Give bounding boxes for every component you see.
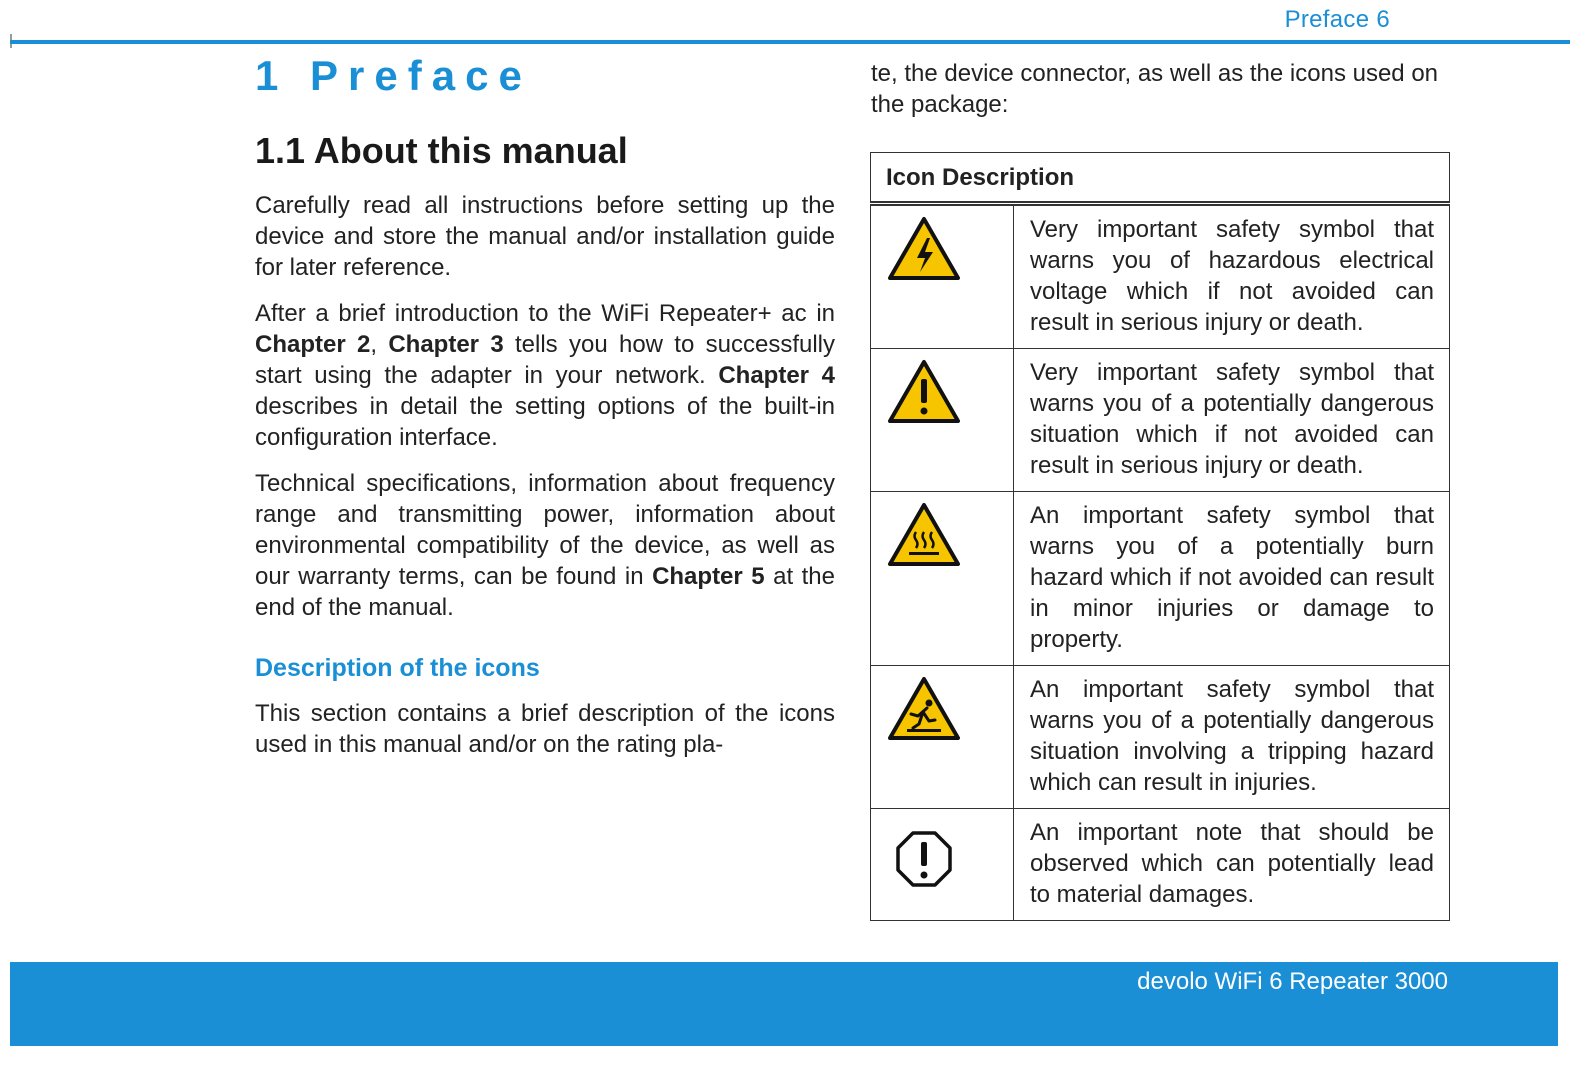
paragraph-icons-intro: This section contains a brief description of the icons used in this manual and/or on the rating pla- bbox=[255, 700, 835, 758]
table-row bbox=[871, 349, 1450, 492]
important-note-icon bbox=[887, 825, 961, 891]
text-run: tells you how to successfully start using the adapter in your network. bbox=[255, 331, 835, 389]
paragraph-intro: Carefully read all instructions before setting up the device and store the manual and/or installation guide for later reference. bbox=[255, 192, 835, 281]
icons-subheading: Description of the icons bbox=[255, 654, 540, 682]
text-run: describes in detail the setting options of the built-in configuration interface. bbox=[255, 393, 835, 451]
table-row bbox=[871, 492, 1450, 666]
paragraph-continued: te, the device connector, as well as the icons used on the package: bbox=[871, 60, 1439, 118]
tripping-hazard-icon bbox=[887, 676, 961, 742]
general-warning-icon bbox=[887, 359, 961, 425]
footer-product-name: devolo WiFi 6 Repeater 3000 bbox=[1137, 968, 1448, 995]
icon-description: An important safety symbol that warns you of a potentially burn hazard which if not avoided can result in minor injuries or damage to property. bbox=[1014, 492, 1450, 666]
left-column bbox=[255, 190, 835, 775]
chapter-ref: Chapter 5 bbox=[652, 563, 765, 590]
hot-surface-icon bbox=[887, 502, 961, 568]
chapter-ref: Chapter 3 bbox=[388, 331, 504, 358]
chapter-ref: Chapter 2 bbox=[255, 331, 371, 358]
table-row bbox=[871, 809, 1450, 921]
text-run: , bbox=[370, 331, 389, 358]
paragraph-chapters bbox=[255, 298, 835, 453]
section-title: 1.1 About this manual bbox=[255, 130, 628, 171]
electrical-hazard-icon bbox=[887, 216, 961, 282]
text-run: After a brief introduction to the WiFi Repeater+ ac in bbox=[255, 300, 835, 327]
table-header-row bbox=[871, 153, 1450, 204]
icon-description: Very important safety symbol that warns you of hazardous electrical voltage which if not avoided can result in serious injury or death. bbox=[1014, 204, 1450, 349]
paragraph-specs bbox=[255, 468, 835, 623]
icon-description: An important safety symbol that warns you of a potentially dangerous situation involving a tripping hazard which can result in injuries. bbox=[1014, 666, 1450, 809]
chapter-ref: Chapter 4 bbox=[718, 362, 835, 389]
table-header: Icon Description bbox=[871, 153, 1450, 204]
icon-description: An important note that should be observed which can potentially lead to material damages. bbox=[1014, 809, 1450, 921]
text-run: at the end of the manual. bbox=[255, 563, 836, 621]
table-row bbox=[871, 204, 1450, 349]
running-header: Preface 6 bbox=[1284, 6, 1390, 33]
text-run: Technical specifications, information about frequency range and transmitting power, information about environmental compatibility of the device, as well as our warranty terms, can be found in bbox=[255, 470, 835, 590]
table-row bbox=[871, 666, 1450, 809]
header-rule bbox=[10, 40, 1570, 44]
chapter-title: 1 Preface bbox=[255, 52, 532, 99]
icon-table bbox=[870, 152, 1450, 921]
footer-band bbox=[10, 962, 1558, 1046]
icon-description: Very important safety symbol that warns you of a potentially dangerous situation which if not avoided can result in serious injury or death. bbox=[1014, 349, 1450, 492]
